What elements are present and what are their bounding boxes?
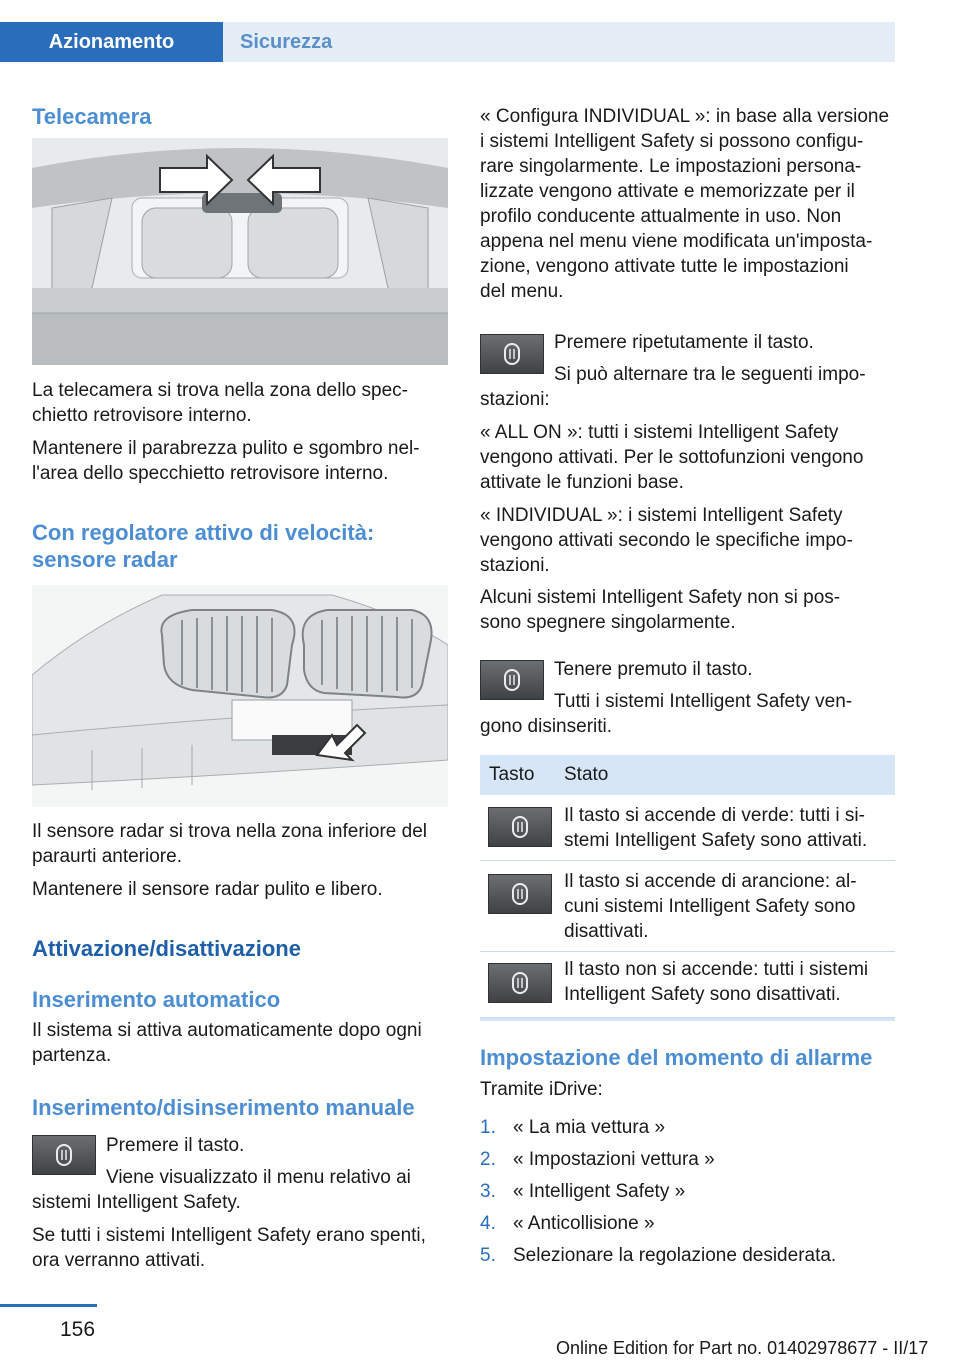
page-header xyxy=(0,0,895,62)
individual-line-1: vengono attivati secondo le specifiche impo- xyxy=(480,530,853,551)
table-cell xyxy=(564,869,894,944)
table-cell xyxy=(564,803,894,853)
table-cell-line: Intelligent Safety sono disattivati. xyxy=(564,984,841,1005)
list-item xyxy=(480,1117,896,1149)
individual-line-2: stazioni. xyxy=(480,555,550,576)
button-state-table xyxy=(480,755,895,1021)
step-text: « Impostazioni vettura » xyxy=(513,1149,715,1170)
config-line-5: appena nel menu viene modificata un'imposta- xyxy=(480,231,873,252)
table-header-state: Stato xyxy=(564,764,609,785)
safety-button-icon xyxy=(32,1135,96,1175)
auto-text-1b: partenza. xyxy=(32,1045,112,1066)
radar-text-1a: Il sensore radar si trova nella zona inferiore del xyxy=(32,821,427,842)
camera-text-1b: chietto retrovisore interno. xyxy=(32,405,252,426)
table-cell-line: cuni sistemi Intelligent Safety sono xyxy=(564,896,856,917)
config-line-4: profilo conducente attualmente in uso. Non xyxy=(480,206,842,227)
hold-text-1: Tenere premuto il tasto. xyxy=(554,659,753,680)
manual-text-3a: Se tutti i sistemi Intelligent Safety erano spenti, xyxy=(32,1225,426,1246)
heading-radar-b: sensore radar xyxy=(32,547,178,572)
list-item xyxy=(480,1149,896,1181)
step-number: 2. xyxy=(480,1149,496,1170)
table-row xyxy=(480,952,895,1018)
step-number: 5. xyxy=(480,1245,496,1266)
safety-button-icon xyxy=(480,334,544,374)
radar-text-2: Mantenere il sensore radar pulito e libero. xyxy=(32,879,383,900)
hold-text-2b: gono disinseriti. xyxy=(480,716,613,737)
manual-text-2a: Viene visualizzato il menu relativo ai xyxy=(106,1167,411,1188)
camera-text-1a: La telecamera si trova nella zona dello spec- xyxy=(32,380,408,401)
tab-sicurezza[interactable]: Sicurezza xyxy=(223,22,895,62)
table-cell xyxy=(564,957,894,1007)
config-line-7: del menu. xyxy=(480,281,564,302)
safety-button-icon xyxy=(488,807,552,847)
hold-text-2a: Tutti i sistemi Intelligent Safety ven- xyxy=(554,691,853,712)
repeat-text-2a: Si può alternare tra le seguenti impo- xyxy=(554,364,866,385)
list-item xyxy=(480,1245,896,1277)
radar-text-1b: paraurti anteriore. xyxy=(32,846,182,867)
step-number: 4. xyxy=(480,1213,496,1234)
camera-text-2b: l'area dello specchietto retrovisore interno. xyxy=(32,463,389,484)
table-bottom-rule xyxy=(480,1018,895,1021)
heading-manual: Inserimento/disinserimento manuale xyxy=(32,1095,415,1120)
auto-text-1a: Il sistema si attiva automaticamente dopo ogni xyxy=(32,1020,422,1041)
table-cell-line: Il tasto si accende di verde: tutti i si- xyxy=(564,805,865,826)
safety-button-icon xyxy=(488,963,552,1003)
step-text: « Intelligent Safety » xyxy=(513,1181,686,1202)
edition-text: Online Edition for Part no. 01402978677 - II/17 xyxy=(556,1338,929,1358)
repeat-text-2b: stazioni: xyxy=(480,389,550,410)
camera-text-2a: Mantenere il parabrezza pulito e sgombro nel- xyxy=(32,438,420,459)
alarm-steps xyxy=(480,1117,896,1277)
safety-button-icon xyxy=(488,874,552,914)
table-cell-line: Il tasto non si accende: tutti i sistemi xyxy=(564,959,869,980)
step-number: 3. xyxy=(480,1181,496,1202)
heading-radar-a: Con regolatore attivo di velocità: xyxy=(32,520,375,545)
table-cell-line: stemi Intelligent Safety sono attivati. xyxy=(564,830,868,851)
step-text: « La mia vettura » xyxy=(513,1117,666,1138)
manual-text-3b: ora verranno attivati. xyxy=(32,1250,206,1271)
radar-figure xyxy=(32,585,448,807)
config-line-0: « Configura INDIVIDUAL »: in base alla versione xyxy=(480,106,890,127)
tab-azionamento[interactable]: Azionamento xyxy=(0,22,223,62)
step-number: 1. xyxy=(480,1117,496,1138)
repeat-text-1: Premere ripetutamente il tasto. xyxy=(554,332,814,353)
footer-rule xyxy=(0,1304,97,1307)
step-text: Selezionare la regolazione desiderata. xyxy=(513,1245,837,1266)
table-header-key: Tasto xyxy=(489,764,535,785)
table-header xyxy=(480,755,895,795)
table-row xyxy=(480,795,895,861)
config-line-6: zione, vengono attivate tutte le impostazioni xyxy=(480,256,849,277)
safety-button-icon xyxy=(480,660,544,700)
some-line-0: Alcuni sistemi Intelligent Safety non si pos- xyxy=(480,587,841,608)
table-cell-line: Il tasto si accende di arancione: al- xyxy=(564,871,857,892)
allon-line-1: vengono attivati. Per le sottofunzioni vengono xyxy=(480,447,864,468)
step-text: « Anticollisione » xyxy=(513,1213,655,1234)
list-item xyxy=(480,1181,896,1213)
heading-activation: Attivazione/disattivazione xyxy=(32,936,301,961)
individual-line-0: « INDIVIDUAL »: i sistemi Intelligent Safety xyxy=(480,505,843,526)
table-row xyxy=(480,861,895,952)
manual-text-1: Premere il tasto. xyxy=(106,1135,245,1156)
list-item xyxy=(480,1213,896,1245)
table-cell-line: disattivati. xyxy=(564,921,649,942)
heading-alarm: Impostazione del momento di allarme xyxy=(480,1045,873,1070)
heading-telecamera: Telecamera xyxy=(32,104,152,129)
page-number: 156 xyxy=(60,1318,96,1341)
heading-auto: Inserimento automatico xyxy=(32,987,281,1012)
alarm-intro: Tramite iDrive: xyxy=(480,1079,603,1100)
config-line-3: lizzate vengono attivate e memorizzate per il xyxy=(480,181,855,202)
allon-line-0: « ALL ON »: tutti i sistemi Intelligent Safety xyxy=(480,422,839,443)
camera-figure xyxy=(32,138,448,365)
manual-text-2b: sistemi Intelligent Safety. xyxy=(32,1192,241,1213)
config-line-1: i sistemi Intelligent Safety si possono configu- xyxy=(480,131,864,152)
config-line-2: rare singolarmente. Le impostazioni persona- xyxy=(480,156,862,177)
some-line-1: sono spegnere singolarmente. xyxy=(480,612,736,633)
allon-line-2: attivate le funzioni base. xyxy=(480,472,684,493)
